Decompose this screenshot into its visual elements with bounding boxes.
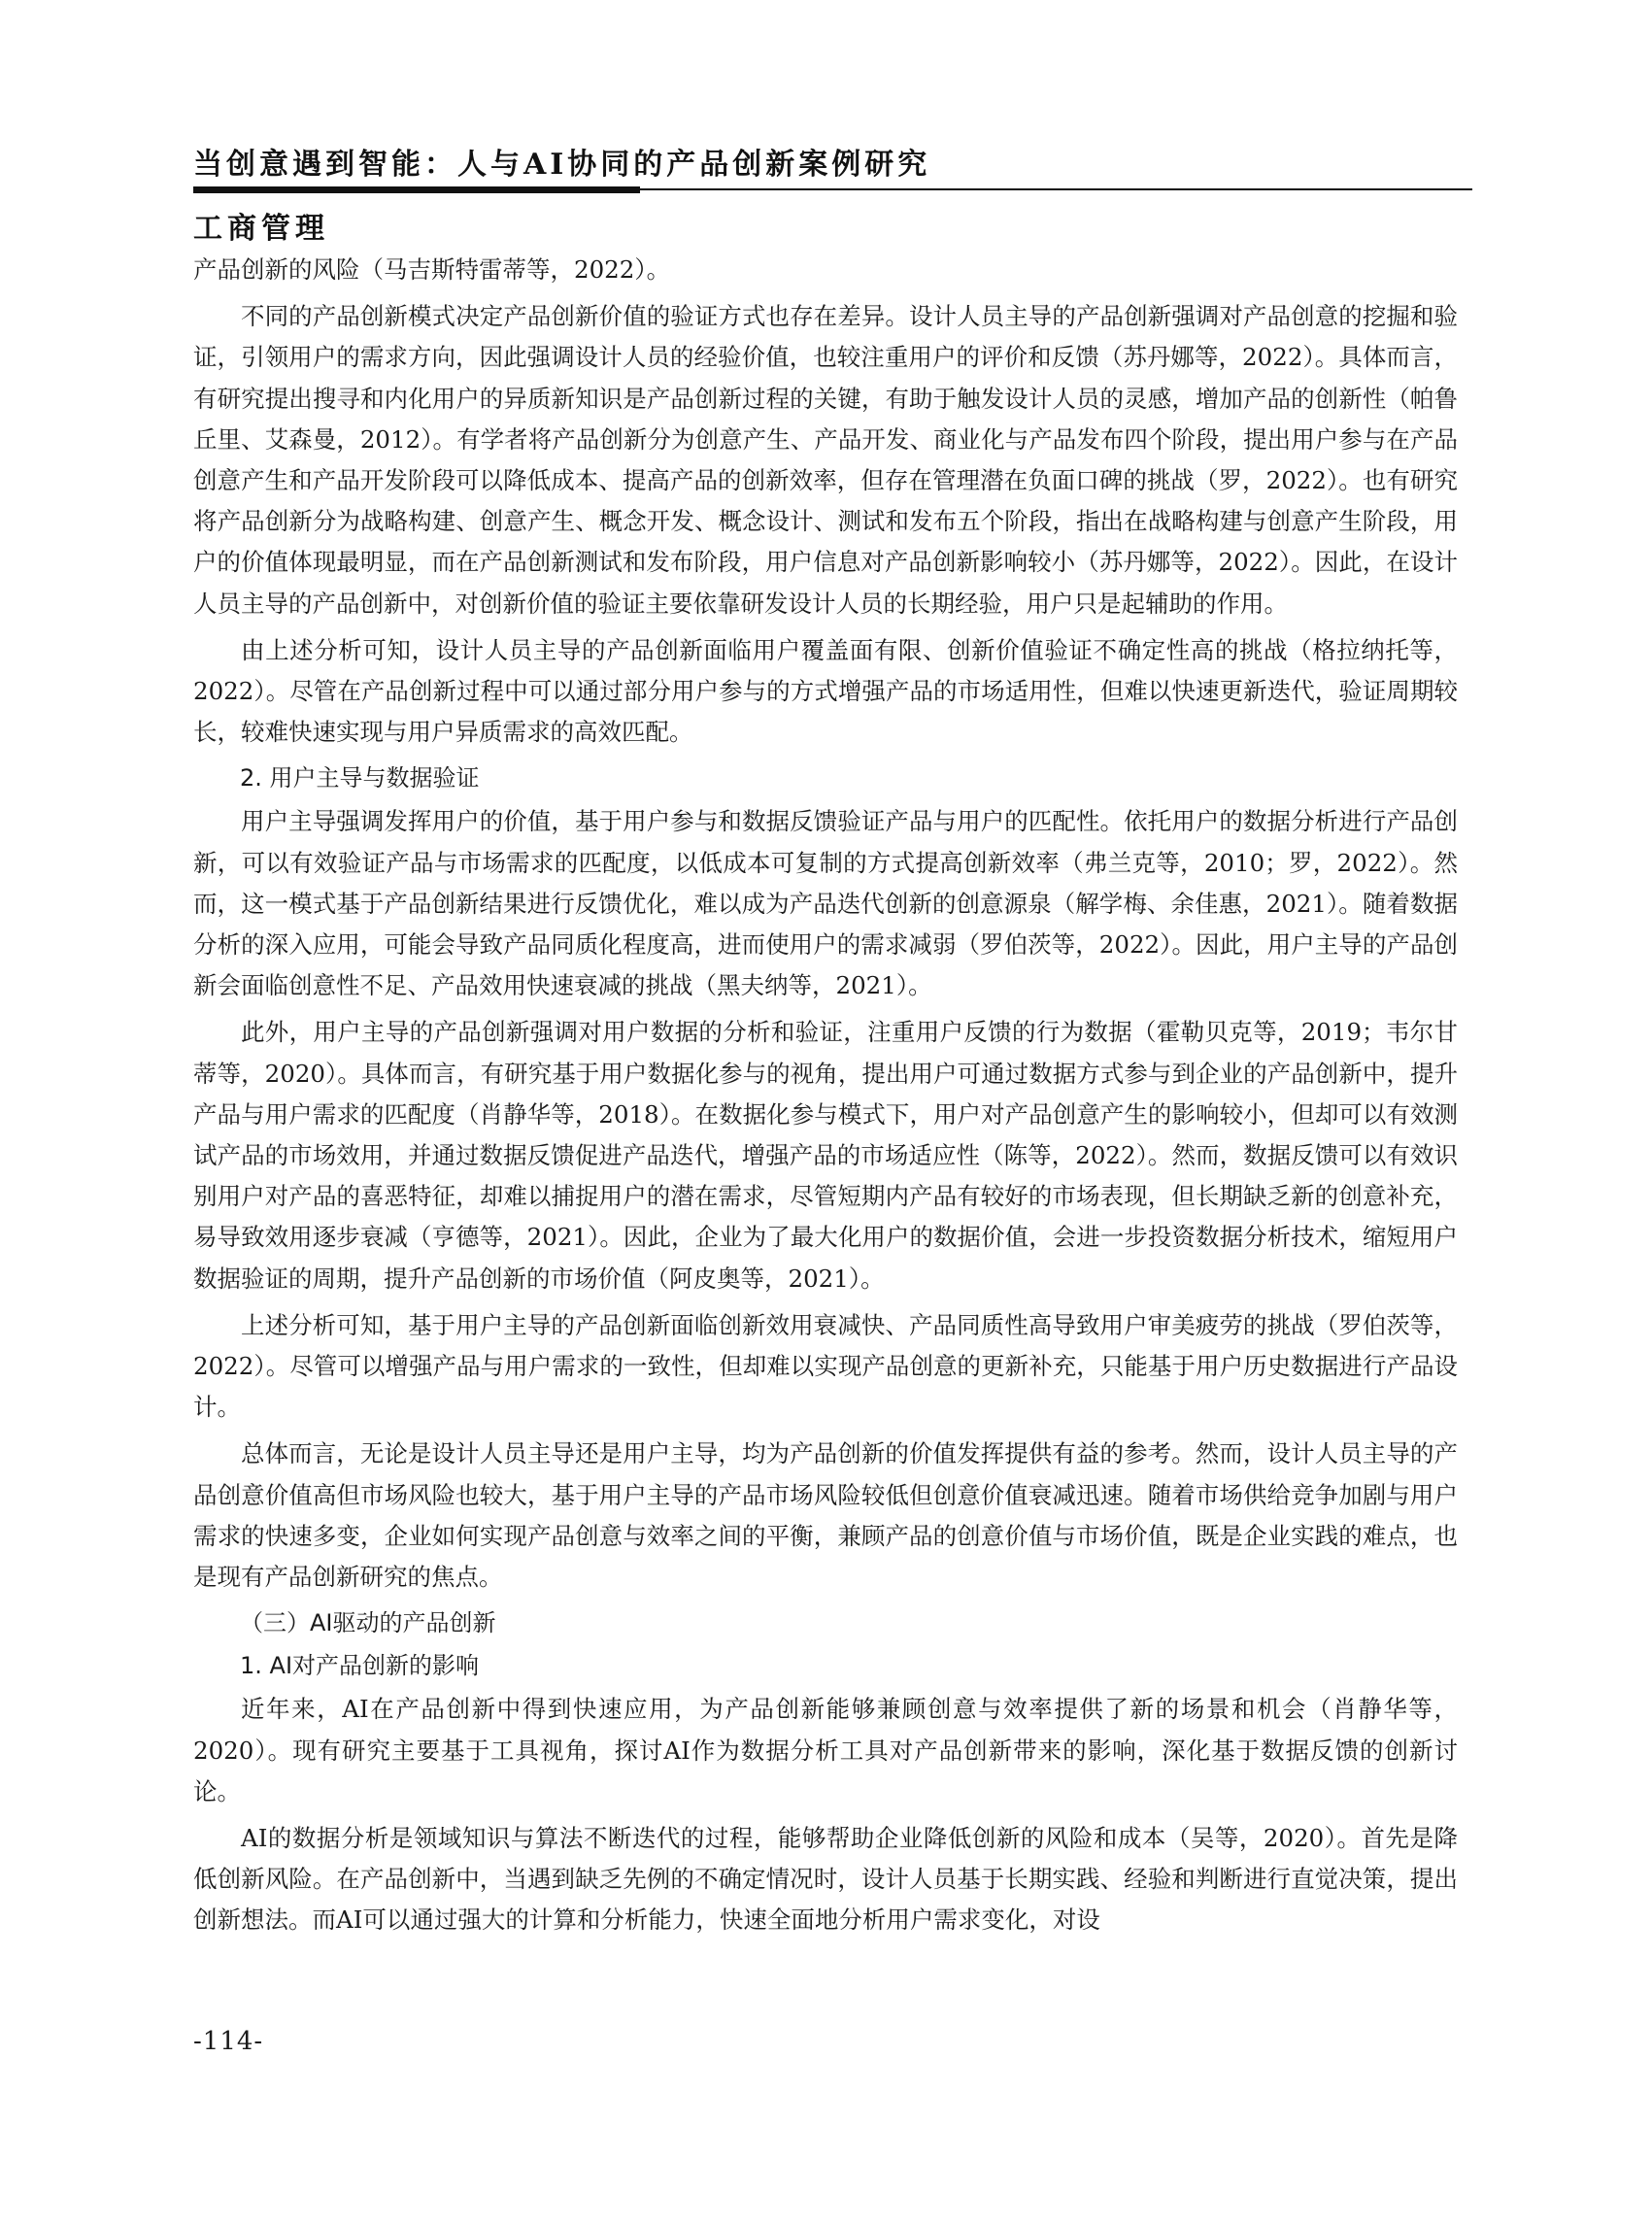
paragraph: 用户主导强调发挥用户的价值，基于用户参与和数据反馈验证产品与用户的匹配性。依托用户的数据分析进行产品创新，可以有效验证产品与市场需求的匹配度，以低成本可复制的方式提高创新效率（弗兰克等，2010；罗，2022）。然而，这一模式基于产品创新结果进行反馈优化，难以成为产品迭代创新的创意源泉（解学梅、余佳惠，2021）。随着数据分析的深入应用，可能会导致产品同质化程度高，进而使用户的需求减弱（罗伯茨等，2022）。因此，用户主导的产品创新会面临创意性不足、产品效用快速衰减的挑战（黑夫纳等，2021）。 bbox=[193, 807, 1458, 1000]
article-body bbox=[193, 250, 1458, 1947]
header-rule-thin bbox=[640, 188, 1472, 190]
subsection-heading: 2. 用户主导与数据验证 bbox=[240, 764, 480, 793]
paragraph: 上述分析可知，基于用户主导的产品创新面临创新效用衰减快、产品同质性高导致用户审美疲劳的挑战（罗伯茨等，2022）。尽管可以增强产品与用户需求的一致性，但却难以实现产品创意的更新补充，只能基于用户历史数据进行产品设计。 bbox=[193, 1310, 1458, 1422]
paragraph: 不同的产品创新模式决定产品创新价值的验证方式也存在差异。设计人员主导的产品创新强调对产品创意的挖掘和验证，引领用户的需求方向，因此强调设计人员的经验价值，也较注重用户的评价和反馈（苏丹娜等，2022）。具体而言，有研究提出搜寻和内化用户的异质新知识是产品创新过程的关键，有助于触发设计人员的灵感，增加产品的创新性（帕鲁丘里、艾森曼，2012）。有学者将产品创新分为创意产生、产品开发、商业化与产品发布四个阶段，提出用户参与在产品创意产生和产品开发阶段可以降低成本、提高产品的创新效率，但存在管理潜在负面口碑的挑战（罗，2022）。也有研究将产品创新分为战略构建、创意产生、概念开发、概念设计、测试和发布五个阶段，指出在战略构建与创意产生阶段，用户的价值体现最明显，而在产品创新测试和发布阶段，用户信息对产品创新影响较小（苏丹娜等，2022）。因此，在设计人员主导的产品创新中，对创新价值的验证主要依靠研发设计人员的长期经验，用户只是起辅助的作用。 bbox=[193, 302, 1458, 618]
paragraph: 近年来，AI在产品创新中得到快速应用，为产品创新能够兼顾创意与效率提供了新的场景和机会（肖静华等，2020）。现有研究主要基于工具视角，探讨AI作为数据分析工具对产品创新带来的影响，深化基于数据反馈的创新讨论。 bbox=[193, 1695, 1458, 1805]
paragraph: 由上述分析可知，设计人员主导的产品创新面临用户覆盖面有限、创新价值验证不确定性高的挑战（格拉纳托等，2022）。尽管在产品创新过程中可以通过部分用户参与的方式增强产品的市场适用性，但难以快速更新迭代，验证周期较长，较难快速实现与用户异质需求的高效匹配。 bbox=[193, 635, 1458, 747]
paragraph: 产品创新的风险（马吉斯特雷蒂等，2022）。 bbox=[193, 255, 671, 284]
section-name: 工商管理 bbox=[193, 212, 329, 246]
page-number: -114- bbox=[193, 2027, 264, 2056]
running-title: 当创意遇到智能：人与AI协同的产品创新案例研究 bbox=[193, 148, 931, 182]
header-rule-thick bbox=[193, 186, 640, 193]
subsection-heading: 1. AI对产品创新的影响 bbox=[240, 1652, 480, 1680]
section-heading: （三）AI驱动的产品创新 bbox=[240, 1609, 496, 1637]
paragraph: 此外，用户主导的产品创新强调对用户数据的分析和验证，注重用户反馈的行为数据（霍勒贝克等，2019；韦尔甘蒂等，2020）。具体而言，有研究基于用户数据化参与的视角，提出用户可通过数据方式参与到企业的产品创新中，提升产品与用户需求的匹配度（肖静华等，2018）。在数据化参与模式下，用户对产品创意产生的影响较小，但却可以有效测试产品的市场效用，并通过数据反馈促进产品迭代，增强产品的市场适应性（陈等，2022）。然而，数据反馈可以有效识别用户对产品的喜恶特征，却难以捕捉用户的潜在需求，尽管短期内产品有较好的市场表现，但长期缺乏新的创意补充，易导致效用逐步衰减（亨德等，2021）。因此，企业为了最大化用户的数据价值，会进一步投资数据分析技术，缩短用户数据验证的周期，提升产品创新的市场价值（阿皮奥等，2021）。 bbox=[193, 1018, 1458, 1293]
paragraph: 总体而言，无论是设计人员主导还是用户主导，均为产品创新的价值发挥提供有益的参考。然而，设计人员主导的产品创意价值高但市场风险也较大，基于用户主导的产品市场风险较低但创意价值衰减迅速。随着市场供给竞争加剧与用户需求的快速多变，企业如何实现产品创意与效率之间的平衡，兼顾产品的创意价值与市场价值，既是企业实践的难点，也是现有产品创新研究的焦点。 bbox=[193, 1439, 1458, 1592]
paragraph: AI的数据分析是领域知识与算法不断迭代的过程，能够帮助企业降低创新的风险和成本（吴等，2020）。首先是降低创新风险。在产品创新中，当遇到缺乏先例的不确定情况时，设计人员基于长期实践、经验和判断进行直觉决策，提出创新想法。而AI可以通过强大的计算和分析能力，快速全面地分析用户需求变化，对设 bbox=[193, 1823, 1458, 1935]
